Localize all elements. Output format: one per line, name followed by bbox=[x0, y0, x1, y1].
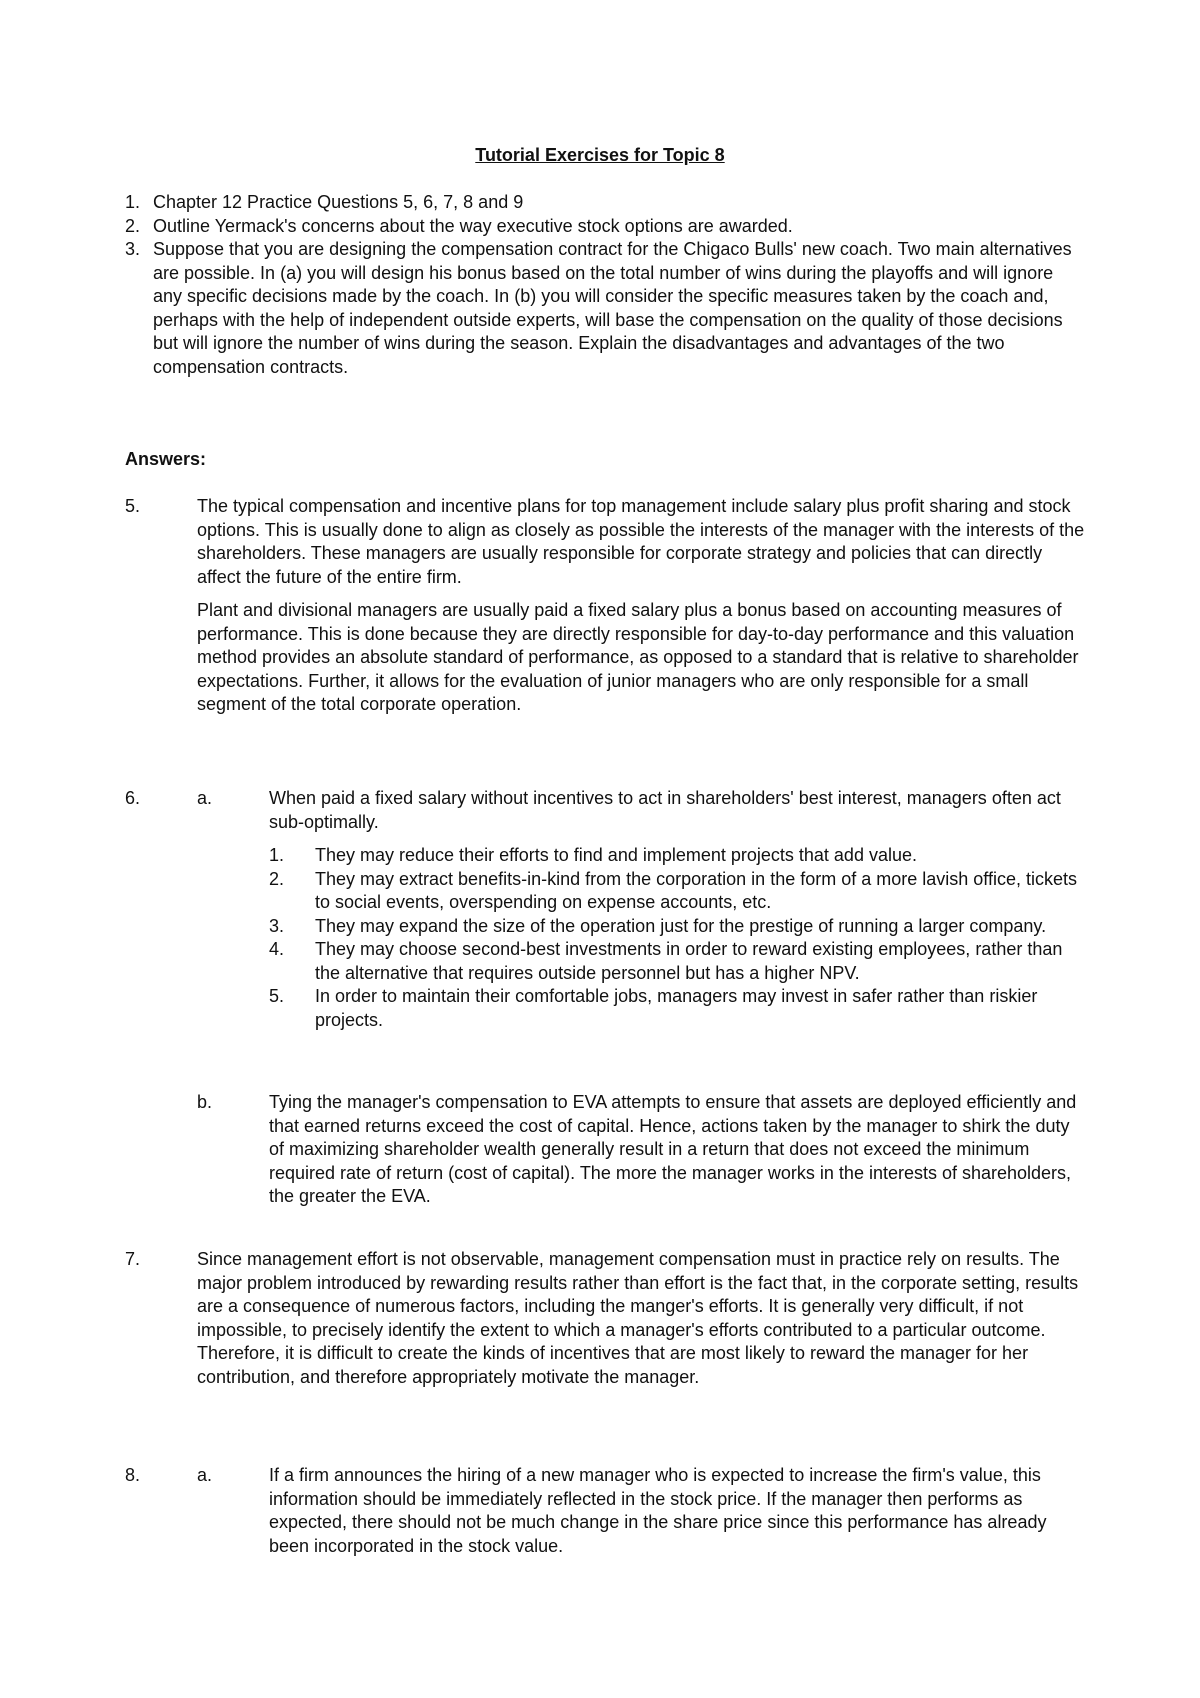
part-text: If a firm announces the hiring of a new manager who is expected to increase the firm's value, this information should be immediately reflected in the stock price. If the manager then performs as expected, there should not be much change in the share price since this performance has already been incorporated in the stock value. bbox=[269, 1465, 1047, 1556]
question-number: 2. bbox=[125, 215, 141, 236]
answer-8 bbox=[125, 1464, 1085, 1558]
question-list bbox=[125, 191, 1085, 379]
part-text: When paid a fixed salary without incentives to act in shareholders' best interest, managers often act sub-optimally. bbox=[269, 788, 1061, 832]
question-item bbox=[125, 191, 1085, 215]
answer-5 bbox=[125, 495, 1085, 717]
part-label: b. bbox=[197, 1092, 213, 1112]
question-text: Chapter 12 Practice Questions 5, 6, 7, 8 and 9 bbox=[153, 192, 524, 212]
answer-paragraph: The typical compensation and incentive plans for top management include salary plus profit sharing and stock options. This is usually done to align as closely as possible the interests of the manager with the interests of the shareholders. These managers are usually responsible for corporate strategy and policies that can directly affect the future of the entire firm. bbox=[197, 496, 1085, 587]
list-item bbox=[269, 985, 1085, 1032]
list-item-number: 4. bbox=[269, 939, 285, 959]
list-item-number: 5. bbox=[269, 986, 285, 1006]
question-text: Outline Yermack's concerns about the way executive stock options are awarded. bbox=[153, 215, 793, 236]
answer-number: 7. bbox=[125, 1249, 141, 1269]
list-item bbox=[269, 868, 1085, 915]
answer-6b bbox=[125, 1091, 1085, 1209]
answer-paragraph: Since management effort is not observable, management compensation must in practice rely on results. The major problem introduced by rewarding results rather than effort is the fact that, in the corporate setting, results are a consequence of numerous factors, including the manger's efforts. It is generally very difficult, if not impossible, to precisely identify the extent to which a manager's efforts contributed to a particular outcome. Therefore, it is difficult to create the kinds of incentives that are most likely to reward the manager for her contribution, and therefore appropriately motivate the manager. bbox=[197, 1249, 1079, 1387]
answer-part-b bbox=[197, 1091, 1085, 1209]
question-number: 1. bbox=[125, 192, 141, 212]
list-item-text: They may reduce their efforts to find and implement projects that add value. bbox=[315, 845, 917, 865]
list-item-number: 2. bbox=[269, 868, 285, 889]
part-text: Tying the manager's compensation to EVA attempts to ensure that assets are deployed efficiently and that earned returns exceed the cost of capital. Hence, actions taken by the manager to shirk the duty of maximizing shareholder wealth generally result in a return that does not exceed the minimum required rate of return (cost of capital). The more the manager works in the interests of shareholders, the greater the EVA. bbox=[269, 1092, 1077, 1206]
question-text: Suppose that you are designing the compensation contract for the Chigaco Bulls' new coach. Two main alternatives are possible. In (a) you will design his bonus based on the total number of wins during the playoffs and will ignore any specific decisions made by the coach. In (b) you will consider the specific measures taken by the coach and, perhaps with the help of independent outside experts, will base the compensation on the quality of those decisions but will ignore the number of wins during the season. Explain the disadvantages and advantages of the two compensation contracts. bbox=[153, 239, 1072, 377]
answer-part-a bbox=[197, 787, 1085, 1032]
answers-heading: Answers: bbox=[125, 449, 207, 469]
inner-list bbox=[269, 844, 1085, 1032]
list-item-text: They may expand the size of the operation just for the prestige of running a larger company. bbox=[315, 915, 1047, 936]
answer-number: 8. bbox=[125, 1465, 141, 1485]
part-label: a. bbox=[197, 788, 213, 808]
answer-paragraph: Plant and divisional managers are usually paid a fixed salary plus a bonus based on accounting measures of performance. This is done because they are directly responsible for day-to-day performance and this valuation method provides an absolute standard of performance, as opposed to a standard that is relative to shareholder expectations. Further, it allows for the evaluation of junior managers who are only responsible for a small segment of the total corporate operation. bbox=[197, 600, 1079, 714]
question-item bbox=[125, 215, 1085, 239]
list-item-text: They may choose second-best investments in order to reward existing employees, rather than the alternative that requires outside personnel but has a higher NPV. bbox=[315, 939, 1063, 983]
question-item bbox=[125, 238, 1085, 379]
document-title: Tutorial Exercises for Topic 8 bbox=[475, 145, 725, 165]
list-item-number: 3. bbox=[269, 915, 285, 936]
list-item-text: In order to maintain their comfortable jobs, managers may invest in safer rather than riskier projects. bbox=[315, 986, 1038, 1030]
list-item-text: They may extract benefits-in-kind from the corporation in the form of a more lavish office, tickets to social events, overspending on expense accounts, etc. bbox=[315, 868, 1077, 912]
list-item bbox=[269, 938, 1085, 985]
list-item-number: 1. bbox=[269, 845, 285, 865]
part-label: a. bbox=[197, 1465, 213, 1485]
question-number: 3. bbox=[125, 239, 141, 259]
answer-part-a bbox=[197, 1464, 1085, 1558]
answer-6 bbox=[125, 787, 1085, 1032]
answer-number: 5. bbox=[125, 496, 141, 516]
answer-number: 6. bbox=[125, 788, 141, 808]
list-item bbox=[269, 844, 1085, 868]
list-item bbox=[269, 915, 1085, 939]
answer-7 bbox=[125, 1248, 1085, 1389]
